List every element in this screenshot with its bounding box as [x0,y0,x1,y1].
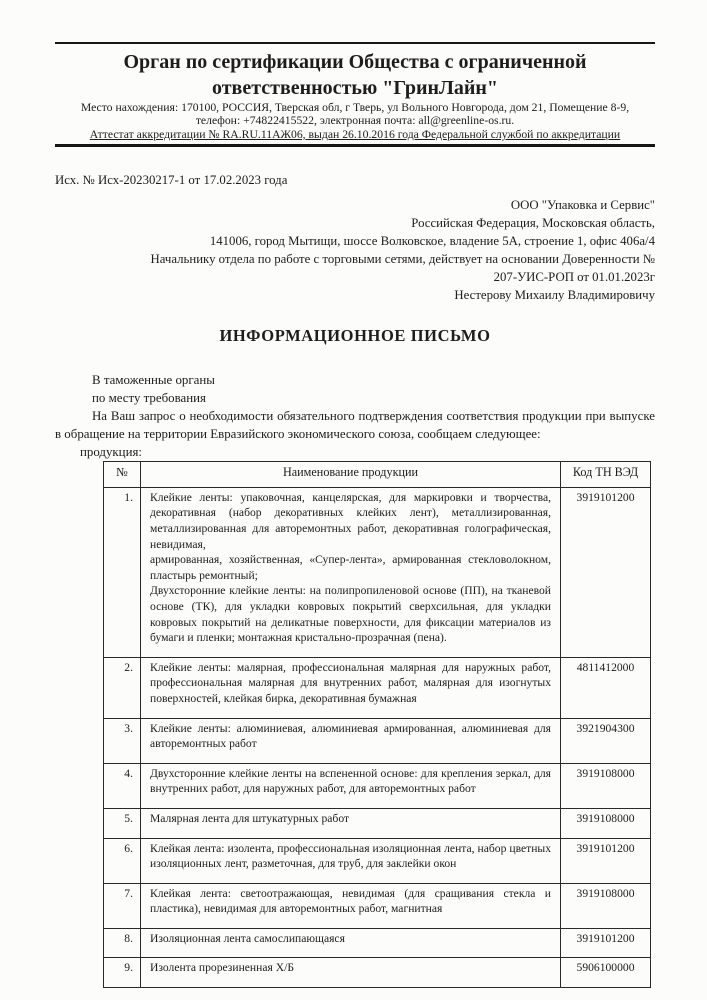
recipient-poa-number: 207-УИС-РОП от 01.01.2023г [493,270,655,285]
recipient-position: Начальнику отдела по работе с торговыми сетями, действует на основании Доверенности № [150,252,655,267]
product-name [141,838,561,883]
header-product-name: Наименование продукции [141,462,561,488]
products-table [103,461,651,988]
addressee-line-1: В таможенные органы [92,373,215,388]
table-row [104,657,651,718]
product-name [141,808,561,838]
products-label: продукция: [80,445,142,460]
product-name-paragraph: Изоляционная лента самослипающаяся [150,931,345,945]
table-row [104,883,651,928]
product-tnved-code: 4811412000 [561,657,651,718]
product-name [141,718,561,763]
product-name [141,487,561,657]
recipient-block [55,196,655,304]
org-accreditation: Аттестат аккредитации № RA.RU.11АЖ06, выдан 26.10.2016 года Федеральной службой по аккредитации [89,127,621,141]
product-tnved-code: 3919101200 [561,928,651,958]
product-name [141,657,561,718]
letter-title: ИНФОРМАЦИОННОЕ ПИСЬМО [219,326,491,346]
addressee-line-2: по месту требования [92,391,206,406]
product-name-paragraph: армированная, хозяйственная, «Супер-лента», армированная стекловолокном, пластырь ремонтный; [150,553,551,582]
recipient-address: 141006, город Мытищи, шоссе Волковское, владение 5А, строение 1, офис 406а/4 [209,234,655,249]
row-number: 1. [104,487,141,657]
header-tnved-code: Код ТН ВЭД [561,462,651,488]
product-name-paragraph: Клейкие ленты: малярная, профессиональная малярная для наружных работ, профессиональная малярная для внутренних работ, малярная для изогнутых поверхностей, клейкая бирка, декоративная бумажная [150,660,551,705]
row-number: 3. [104,718,141,763]
product-tnved-code: 3919101200 [561,838,651,883]
table-row [104,808,651,838]
product-name [141,928,561,958]
row-number: 5. [104,808,141,838]
org-title [57,49,653,101]
body-paragraph: На Ваш запрос о необходимости обязательного подтверждения соответствия продукции при выпуске в обращение на территории Евразийского экономического союза, сообщаем следующее: [55,409,655,442]
product-name-paragraph: Изолента прорезиненная Х/Б [150,961,294,975]
row-number: 4. [104,763,141,808]
table-row [104,763,651,808]
row-number: 8. [104,928,141,958]
table-row [104,838,651,883]
product-name [141,958,561,988]
product-tnved-code: 5906100000 [561,958,651,988]
product-tnved-code: 3919108000 [561,883,651,928]
product-tnved-code: 3919108000 [561,808,651,838]
recipient-company: ООО "Упаковка и Сервис" [510,198,655,213]
table-row [104,718,651,763]
product-name [141,763,561,808]
row-number: 6. [104,838,141,883]
table-header-row [104,462,651,488]
table-row [104,928,651,958]
header-number: № [104,462,141,488]
product-tnved-code: 3919101200 [561,487,651,657]
org-title-line1: Орган по сертификации Общества с ограниченной [123,51,587,73]
letter-body [55,371,655,461]
product-tnved-code: 3921904300 [561,718,651,763]
product-table-body [104,487,651,987]
row-number: 2. [104,657,141,718]
row-number: 7. [104,883,141,928]
org-contact: телефон: +74822415522, электронная почта: all@greenline-os.ru. [195,114,515,128]
product-name [141,883,561,928]
product-name-paragraph: Клейкая лента: изолента, профессиональная изоляционная лента, набор цветных изоляционных лент, разметочная, для труб, для заклейки окон [150,841,551,871]
org-address: Место нахождения: 170100, РОССИЯ, Тверская обл, г Тверь, ул Вольного Новгорода, дом 21, Помещение 8-9, [80,101,630,114]
product-name-paragraph: Клейкие ленты: упаковочная, канцелярская, для маркировки и творчества, декоративная (набор декоративных клейких лент), металлизированная, металлизированная для авторемонтных работ, декоративная голографическая, невидимая, [150,490,551,551]
row-number: 9. [104,958,141,988]
letterhead [55,42,655,147]
recipient-country-region: Российская Федерация, Московская область, [411,216,655,231]
recipient-person: Нестерову Михаилу Владимировичу [454,288,655,303]
product-name-paragraph: Клейкие ленты: алюминиевая, алюминиевая армированная, алюминиевая для авторемонтных работ [150,721,551,751]
table-row [104,958,651,988]
product-name-paragraph: Двухсторонние клейкие ленты: на полипропиленовой основе (ПП), на тканевой основе (ТК), для укладки ковровых покрытий сверхсильная, для укладки ковровых покрытий на деликатные поверхности, для фиксации материалов из бумаги и пленки; монтажная кристально-прозрачная (пена). [150,584,551,645]
table-row [104,487,651,657]
product-tnved-code: 3919108000 [561,763,651,808]
outgoing-reference: Исх. № Исх-20230217-1 от 17.02.2023 года [55,173,288,188]
product-name-paragraph: Клейкая лента: светоотражающая, невидимая (для сращивания стекла и пластика), невидимая для авторемонтных работ, магнитная [150,886,551,916]
org-title-line2: ответственностью "ГринЛайн" [211,77,499,99]
product-name-paragraph: Двухсторонние клейкие ленты на вспененной основе: для крепления зеркал, для внутренних работ, для наружных работ, для авторемонтных работ [150,766,551,796]
product-name-paragraph: Малярная лента для штукатурных работ [150,811,350,825]
